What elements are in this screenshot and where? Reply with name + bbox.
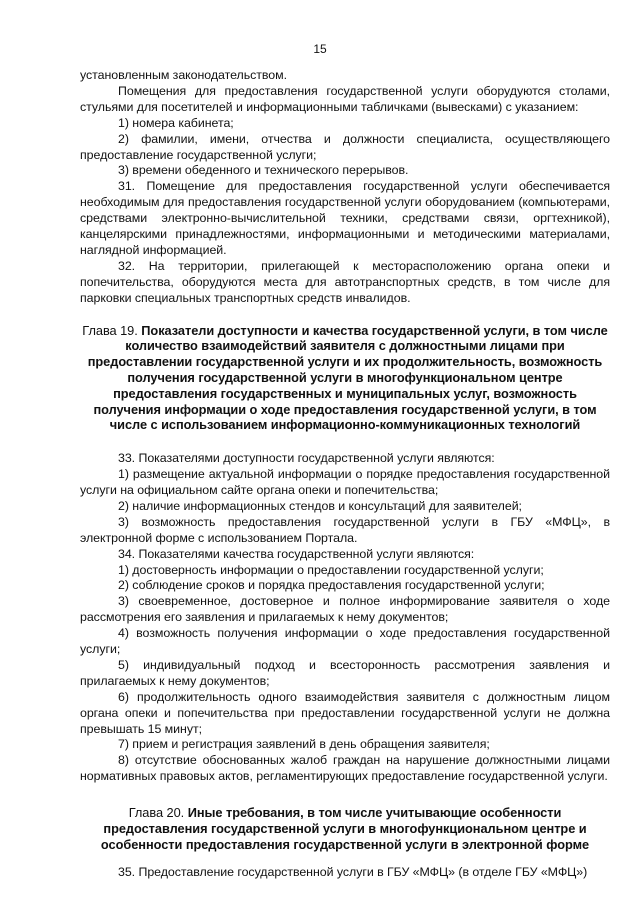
list-item: 1) номера кабинета; xyxy=(118,115,234,130)
paragraph: установленным законодательством. xyxy=(80,68,287,82)
chapter-19-heading xyxy=(80,323,610,434)
paragraph: 31. Помещение для предоставления государственной услуги обеспечивается необходимым для предоставления государственной услуги оборудованием (компьютерами, средствами электронно-вычислительной техники, средствами связи, оргтехникой), канцелярскими принадлежностями, информационными и методическими материалами, наглядной информацией. xyxy=(80,179,610,257)
paragraph: 33. Показателями доступности государственной услуги являются: xyxy=(118,451,495,466)
paragraph: Помещения для предоставления государственной услуги оборудуются столами, стульями для посетителей и информационными табличками (вывесками) с указанием: xyxy=(80,83,610,114)
paragraph: 34. Показателями качества государственной услуги являются: xyxy=(118,546,475,561)
list-item: 4) возможность получения информации о ходе предоставления государственной услуги; xyxy=(80,626,610,657)
list-item: 2) соблюдение сроков и порядка предоставления государственной услуги; xyxy=(118,578,545,593)
list-item: 5) индивидуальный подход и всесторонность рассмотрения заявления и прилагаемых к нему документов; xyxy=(80,657,610,688)
document-body xyxy=(80,68,610,881)
list-item: 3) времени обеденного и технического перерывов. xyxy=(118,163,409,178)
list-item: 1) размещение актуальной информации о порядке предоставления государственной услуги на официальном сайте органа опеки и попечительства; xyxy=(80,467,610,497)
chapter-20-heading xyxy=(80,805,610,852)
paragraph: 32. На территории, прилегающей к месторасположению органа опеки и попечительства, оборудуются места для автотранспортных средств, в том числе для парковки специальных транспортных средств инвалидов. xyxy=(80,258,610,305)
chapter-19-title: Показатели доступности и качества государственной услуги, в том числе количество взаимодействий заявителя с должностными лицами при предоставлении государственной услуги и их продолжительность, возможность получения государственной услуги в многофункциональном центре предоставления государственных и муниципальных услуг, возможность получения информации о ходе предоставления государственной услуги, в том числе с использованием информационно-коммуникационных технологий xyxy=(87,322,608,433)
list-item: 1) достоверность информации о предоставлении государственной услуги; xyxy=(118,562,544,577)
list-item: 3) своевременное, достоверное и полное информирование заявителя о ходе рассмотрения его заявления и прилагаемых к нему документов; xyxy=(80,594,610,625)
list-item: 6) продолжительность одного взаимодействия заявителя с должностным лицом органа опеки и попечительства при предоставлении государственной услуги не должна превышать 15 минут; xyxy=(80,689,610,736)
chapter-19-number: Глава 19. xyxy=(82,322,138,338)
list-item: 7) прием и регистрация заявлений в день обращения заявителя; xyxy=(118,737,490,752)
list-item: 8) отсутствие обоснованных жалоб граждан на нарушение должностными лицами нормативных правовых актов, регламентирующих предоставление государственной услуги. xyxy=(80,753,610,784)
page-number: 15 xyxy=(313,42,327,56)
chapter-20-title: Иные требования, в том числе учитывающие особенности предоставления государственной услуги в многофункциональном центре и особенности предоставления государственной услуги в электронной форме xyxy=(100,805,590,852)
chapter-20-number: Глава 20. xyxy=(128,805,185,821)
list-item: 3) возможность предоставления государственной услуги в ГБУ «МФЦ», в электронной форме с использованием Портала. xyxy=(80,514,610,545)
list-item: 2) фамилии, имени, отчества и должности специалиста, осуществляющего предоставление государственной услуги; xyxy=(80,131,610,162)
list-item: 2) наличие информационных стендов и консультаций для заявителей; xyxy=(118,498,522,513)
paragraph: 35. Предоставление государственной услуги в ГБУ «МФЦ» (в отделе ГБУ «МФЦ») xyxy=(118,864,588,879)
